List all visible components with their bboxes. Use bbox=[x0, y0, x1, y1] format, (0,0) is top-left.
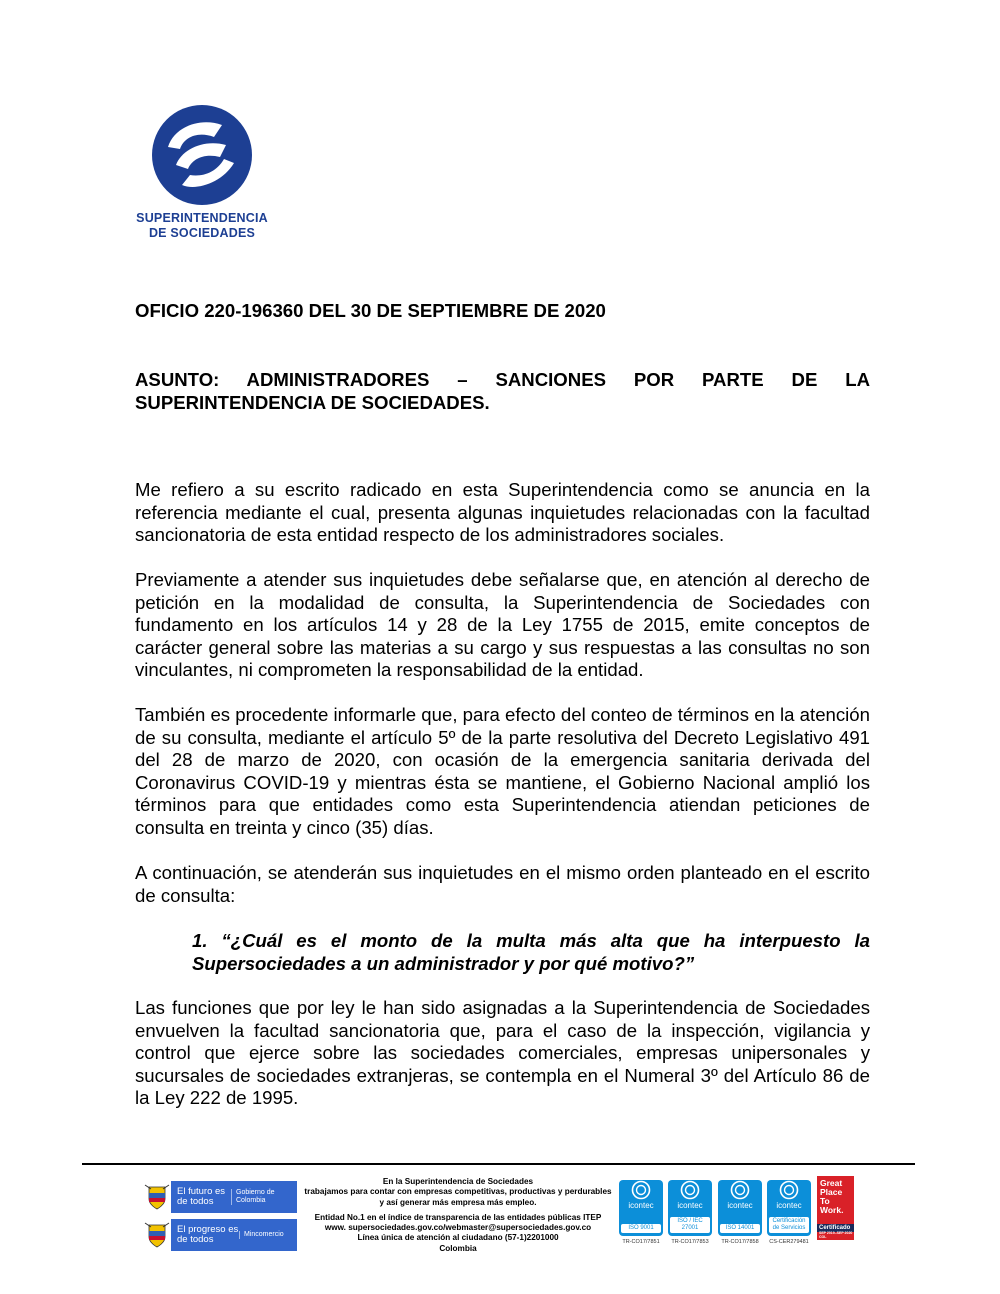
footer-line: Colombia bbox=[439, 1243, 477, 1253]
gptw-certified-label: Certificado bbox=[817, 1224, 854, 1232]
badge1-right-text: Gobierno de Colombia bbox=[231, 1189, 297, 1205]
footer-line: www. supersociedades.gov.co/webmaster@supersociedades.gov.co bbox=[324, 1223, 592, 1233]
cert-standard: ISO 9001 bbox=[621, 1224, 661, 1233]
icontec-seal-icon bbox=[631, 1180, 651, 1200]
document-subject bbox=[135, 369, 870, 414]
paragraph-3: También es procedente informarle que, para efecto del conteo de términos en la atención de su consulta, mediante el artículo 5º de la parte resolutiva del Decreto Legislativo 491 del 28 de marzo de 2020, con ocasión de la emergencia sanitaria derivada del Coronavirus COVID-19 y mientras ésta se mantiene, el Gobierno Nacional amplió los términos para que entidades como esta Superintendencia atiendan peticiones de consulta en treinta y cinco (35) días. bbox=[135, 704, 870, 838]
logo-emblem-icon bbox=[152, 105, 252, 205]
cert-standard: ISO 14001 bbox=[720, 1224, 760, 1233]
paragraph-4: A continuación, se atenderán sus inquietudes en el mismo orden planteado en el escrito de consulta: bbox=[135, 862, 870, 906]
footer-line: Entidad No.1 en el índice de transparencia de las entidades públicas ITEP bbox=[314, 1212, 602, 1222]
cert-brand: icontec bbox=[628, 1201, 654, 1210]
great-place-to-work-badge bbox=[817, 1176, 854, 1240]
gptw-line: Place bbox=[820, 1187, 843, 1197]
cert-code: TR-CO17/7858 bbox=[721, 1239, 759, 1245]
footer-contact-text bbox=[300, 1177, 616, 1254]
footer-line: Línea única de atención al ciudadano (57-1)2201000 bbox=[357, 1233, 559, 1243]
gptw-line: To bbox=[820, 1196, 830, 1206]
gptw-dates: SEP 2019–SEP 2020 COL bbox=[819, 1231, 853, 1239]
gov-badge-futuro bbox=[143, 1181, 297, 1213]
superintendencia-logo bbox=[135, 105, 285, 241]
cert-standard: Certificación de Servicios bbox=[769, 1217, 809, 1233]
cert-servicios bbox=[767, 1176, 811, 1245]
logo-line-1: SUPERINTENDENCIA bbox=[136, 211, 268, 225]
gov-badge-progreso bbox=[143, 1219, 297, 1251]
answer-paragraph: Las funciones que por ley le han sido asignadas a la Superintendencia de Sociedades envuelven la facultad sancionatoria que, para el caso de la inspección, vigilancia y control que ejerce sobre las sociedades comerciales, empresas unipersonales y sucursales de sociedades extranjeras, se contempla en el Numeral 3º del Artículo 86 de la Ley 222 de 1995. bbox=[135, 997, 870, 1108]
cert-code: TR-CO17/7851 bbox=[622, 1239, 660, 1245]
paragraph-2: Previamente a atender sus inquietudes debe señalarse que, en atención al derecho de petición en la modalidad de consulta, la Superintendencia de Sociedades con fundamento en los artículos 14 y 28 de la Ley 1755 de 2015, emite conceptos de carácter general sobre las materias a su cargo y sus respuestas a las consultas no son vinculantes, ni comprometen la responsabilidad de la entidad. bbox=[135, 569, 870, 680]
badge1-left-text: El futuro es de todos bbox=[177, 1186, 226, 1207]
cert-iso-9001 bbox=[619, 1176, 663, 1245]
subject-line-2: SUPERINTENDENCIA DE SOCIEDADES. bbox=[135, 391, 490, 413]
page-footer bbox=[0, 1172, 1000, 1282]
cert-standard: ISO / IEC 27001 bbox=[670, 1217, 710, 1233]
gptw-line: Work. bbox=[820, 1205, 844, 1215]
paragraph-1: Me refiero a su escrito radicado en esta Superintendencia como se anuncia en la referencia mediante el cual, presenta algunas inquietudes relacionadas con la facultad sancionatoria de esta entidad respecto de los administradores sociales. bbox=[135, 479, 870, 545]
document-title: OFICIO 220-196360 DEL 30 DE SEPTIEMBRE DE 2020 bbox=[135, 300, 606, 321]
gptw-line: Great bbox=[820, 1178, 843, 1188]
cert-brand: icontec bbox=[776, 1201, 802, 1210]
cert-brand: icontec bbox=[677, 1201, 703, 1210]
footer-divider bbox=[82, 1163, 915, 1165]
colombia-coat-of-arms-icon bbox=[143, 1181, 171, 1213]
logo-line-2: DE SOCIEDADES bbox=[148, 226, 256, 240]
cert-code: CS-CER279481 bbox=[769, 1239, 809, 1245]
cert-code: TR-CO17/7853 bbox=[671, 1239, 709, 1245]
subject-line-1: ASUNTO: ADMINISTRADORES – SANCIONES POR PARTE DE LA bbox=[135, 369, 870, 390]
footer-line: En la Superintendencia de Sociedades bbox=[382, 1177, 534, 1186]
badge2-right-text: Mincomercio bbox=[239, 1231, 284, 1239]
icontec-seal-icon bbox=[680, 1180, 700, 1200]
colombia-coat-of-arms-icon bbox=[143, 1219, 171, 1251]
badge2-left-text: El progreso es de todos bbox=[177, 1224, 239, 1245]
cert-brand: icontec bbox=[727, 1201, 753, 1210]
footer-line: trabajamos para contar con empresas competitivas, productivas y perdurables bbox=[304, 1187, 612, 1197]
question-1: 1. “¿Cuál es el monto de la multa más alta que ha interpuesto la Supersociedades a un administrador y por qué motivo?” bbox=[192, 930, 870, 974]
footer-line: y así generar más empresa más empleo. bbox=[379, 1197, 537, 1207]
cert-iso-27001 bbox=[668, 1176, 712, 1245]
cert-iso-14001 bbox=[718, 1176, 762, 1245]
icontec-seal-icon bbox=[730, 1180, 750, 1200]
icontec-seal-icon bbox=[779, 1180, 799, 1200]
